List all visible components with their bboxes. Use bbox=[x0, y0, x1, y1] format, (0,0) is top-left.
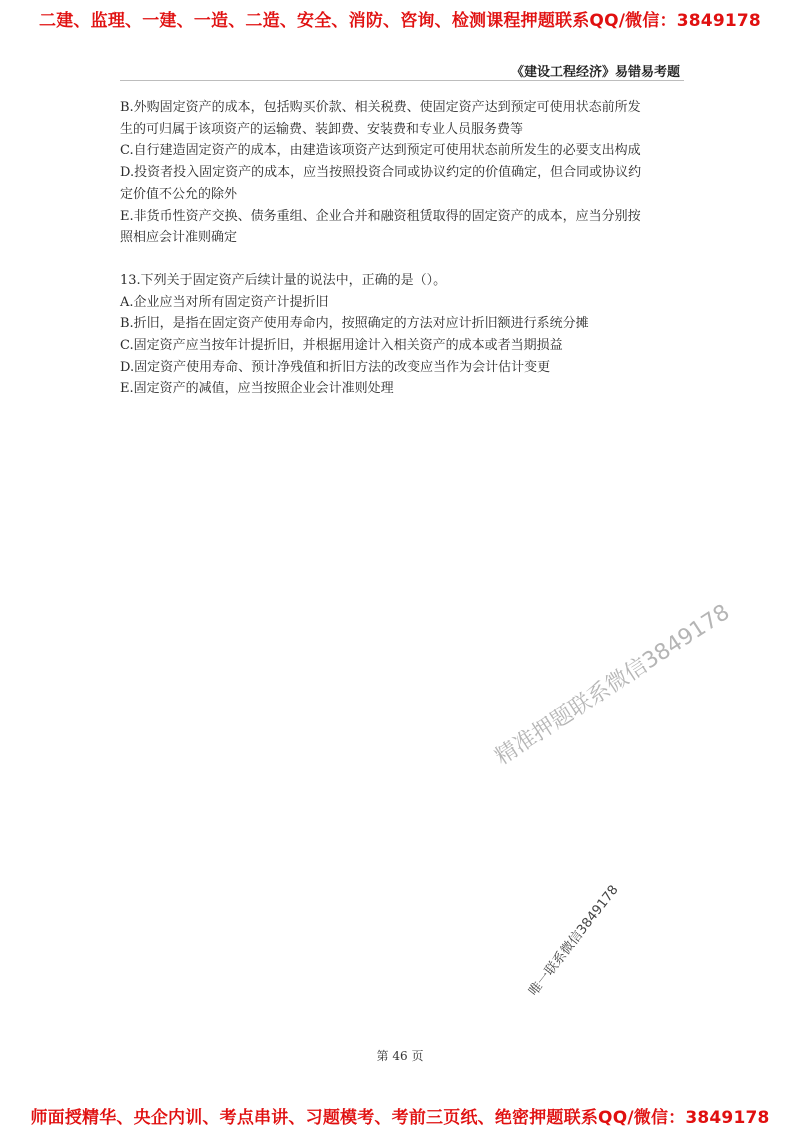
option-d: D.固定资产使用寿命、预计净残值和折旧方法的改变应当作为会计估计变更 bbox=[120, 359, 551, 375]
option-e: E.固定资产的减值，应当按照企业会计准则处理 bbox=[120, 381, 394, 397]
option-line: B.外购固定资产的成本，包括购买价款、相关税费、使固定资产达到预定可使用状态前所发 bbox=[120, 100, 641, 115]
question-13 bbox=[120, 270, 686, 400]
bottom-banner: 师面授精华、央企内训、考点串讲、习题模考、考前三页纸、绝密押题联系QQ/微信：3849178 bbox=[30, 1108, 770, 1128]
header-divider bbox=[120, 80, 684, 81]
question-stem: 13.下列关于固定资产后续计量的说法中，正确的是（）。 bbox=[120, 272, 447, 288]
option-line: 照相应会计准则确定 bbox=[120, 230, 238, 246]
watermark-small: 唯一联系微信3849178 bbox=[526, 882, 622, 999]
option-line: D.投资者投入固定资产的成本，应当按照投资合同或协议约定的价值确定，但合同或协议约 bbox=[120, 165, 642, 181]
page-content bbox=[120, 97, 686, 400]
option-line: 定价值不公允的除外 bbox=[120, 186, 238, 202]
option-b: B.折旧，是指在固定资产使用寿命内，按照确定的方法对应计折旧额进行系统分摊 bbox=[120, 316, 589, 332]
option-c: C.固定资产应当按年计提折旧，并根据用途计入相关资产的成本或者当期损益 bbox=[120, 338, 563, 354]
header-title: 《建设工程经济》易错易考题 bbox=[510, 65, 680, 80]
paragraph-gap bbox=[120, 249, 686, 270]
option-line: C.自行建造固定资产的成本，由建造该项资产达到预定可使用状态前所发生的必要支出构成 bbox=[120, 143, 641, 159]
watermark-large: 精准押题联系微信3849178 bbox=[490, 599, 735, 771]
options-block-prev-question bbox=[120, 97, 686, 249]
top-banner: 二建、监理、一建、一造、二造、安全、消防、咨询、检测课程押题联系QQ/微信：3849178 bbox=[39, 11, 761, 31]
option-line: 生的可归属于该项资产的运输费、装卸费、安装费和专业人员服务费等 bbox=[120, 121, 524, 137]
option-a: A.企业应当对所有固定资产计提折旧 bbox=[120, 294, 329, 310]
page-number: 第 46 页 bbox=[376, 1049, 424, 1063]
option-line: E.非货币性资产交换、债务重组、企业合并和融资租赁取得的固定资产的成本，应当分别按 bbox=[120, 208, 641, 224]
